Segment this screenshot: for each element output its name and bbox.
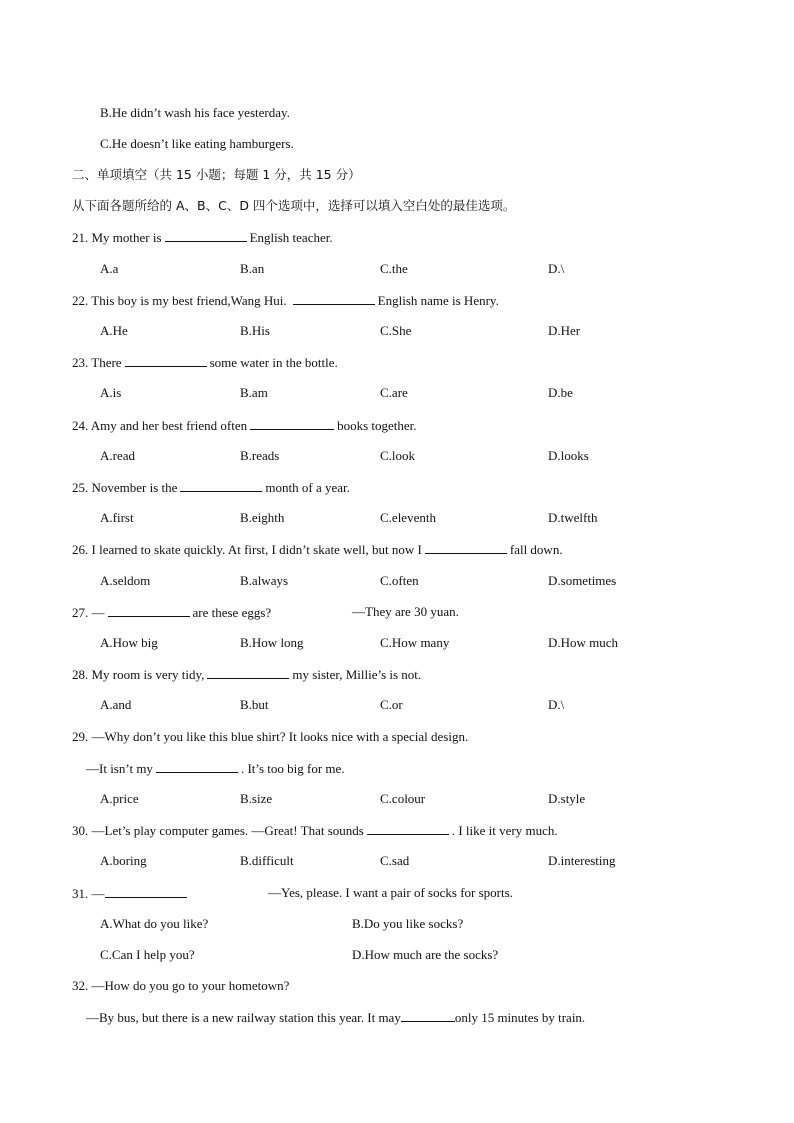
question-21: [72, 229, 333, 246]
option-b: B.but: [240, 697, 269, 712]
option-b: B.How long: [240, 635, 304, 650]
question-22: [72, 292, 499, 309]
question-21-stem-end: English teacher.: [249, 230, 333, 245]
option-a: A.What do you like?: [100, 916, 209, 931]
option-a: A.seldom: [100, 573, 151, 588]
question-32-reply-end: only 15 minutes by train.: [454, 1010, 586, 1025]
option-a: A.How big: [100, 635, 158, 650]
question-29-reply-start: —It isn’t my: [86, 761, 153, 776]
option-c: C.How many: [380, 635, 450, 650]
option-c: C.Can I help you?: [100, 947, 195, 962]
question-26-stem-end: fall down.: [509, 542, 563, 557]
option-c: C.She: [380, 323, 412, 338]
option-b: B.size: [240, 791, 273, 806]
answer-blank[interactable]: [207, 666, 289, 679]
option-b: B.eighth: [240, 510, 285, 525]
question-23-stem: 23. There: [72, 355, 122, 370]
question-25-stem: 25. November is the: [72, 480, 178, 495]
option-c: C.often: [380, 573, 419, 588]
question-27-stem-end: are these eggs?: [192, 605, 272, 620]
question-22-stem-end: English name is Henry.: [377, 293, 499, 308]
question-31-reply: —Yes, please. I want a pair of socks for sports.: [268, 885, 513, 900]
answer-blank[interactable]: [425, 541, 507, 554]
prev-option-b: B.He didn’t wash his face yesterday.: [100, 105, 290, 120]
question-29: 29. —Why don’t you like this blue shirt? It looks nice with a special design.: [72, 729, 469, 744]
option-a: A.and: [100, 697, 132, 712]
answer-blank[interactable]: [156, 760, 238, 773]
question-30: [72, 822, 558, 839]
option-c: C.are: [380, 385, 408, 400]
question-27-stem: 27. —: [72, 605, 105, 620]
option-b: B.His: [240, 323, 270, 338]
question-32: 32. —How do you go to your hometown?: [72, 978, 290, 993]
option-b: B.reads: [240, 448, 280, 463]
option-c: C.look: [380, 448, 416, 463]
question-24-stem-end: books together.: [337, 418, 417, 433]
question-27: [72, 604, 271, 621]
option-b: B.Do you like socks?: [352, 916, 464, 931]
section-instruction: 从下面各题所给的 A、B、C、D 四个选项中，选择可以填入空白处的最佳选项。: [72, 198, 516, 213]
option-c: C.eleventh: [380, 510, 436, 525]
answer-blank[interactable]: [105, 885, 187, 898]
answer-blank[interactable]: [125, 354, 207, 367]
section-title: 二、单项填空（共 15 小题；每题 1 分，共 15 分）: [72, 167, 361, 182]
question-26-stem: 26. I learned to skate quickly. At first, I didn’t skate well, but now I: [72, 542, 422, 557]
question-22-stem: 22. This boy is my best friend,Wang Hui.: [72, 293, 287, 308]
option-a: A.price: [100, 791, 139, 806]
question-23-stem-end: some water in the bottle.: [209, 355, 338, 370]
question-26: [72, 541, 563, 558]
option-d: D.\: [548, 261, 565, 276]
question-30-stem-end: . I like it very much.: [451, 823, 558, 838]
question-29-reply: [86, 760, 345, 777]
answer-blank[interactable]: [108, 604, 190, 617]
option-c: C.the: [380, 261, 408, 276]
question-25-stem-end: month of a year.: [265, 480, 350, 495]
option-a: A.first: [100, 510, 134, 525]
option-c: C.sad: [380, 853, 410, 868]
option-d: D.How much: [548, 635, 619, 650]
option-a: A.boring: [100, 853, 147, 868]
option-a: A.He: [100, 323, 128, 338]
option-c: C.colour: [380, 791, 426, 806]
question-28: [72, 666, 421, 683]
question-21-stem: 21. My mother is: [72, 230, 162, 245]
option-b: B.always: [240, 573, 289, 588]
option-d: D.looks: [548, 448, 589, 463]
option-c: C.or: [380, 697, 403, 712]
question-24-stem: 24. Amy and her best friend often: [72, 418, 248, 433]
answer-blank[interactable]: [293, 292, 375, 305]
option-d: D.twelfth: [548, 510, 598, 525]
option-d: D.sometimes: [548, 573, 617, 588]
option-d: D.Her: [548, 323, 581, 338]
question-28-stem-end: my sister, Millie’s is not.: [292, 667, 422, 682]
option-a: A.read: [100, 448, 136, 463]
question-30-stem: 30. —Let’s play computer games. —Great! That sounds: [72, 823, 364, 838]
question-32-reply: [86, 1009, 585, 1026]
option-d: D.be: [548, 385, 573, 400]
option-d: D.\: [548, 697, 565, 712]
answer-blank[interactable]: [180, 479, 262, 492]
question-25: [72, 479, 350, 496]
option-b: B.difficult: [240, 853, 294, 868]
option-a: A.is: [100, 385, 122, 400]
option-d: D.interesting: [548, 853, 616, 868]
question-31: [72, 885, 190, 902]
answer-blank[interactable]: [165, 229, 247, 242]
answer-blank[interactable]: [401, 1009, 455, 1022]
question-29-reply-end: . It’s too big for me.: [240, 761, 345, 776]
answer-blank[interactable]: [367, 822, 449, 835]
option-d: D.style: [548, 791, 586, 806]
question-28-stem: 28. My room is very tidy,: [72, 667, 205, 682]
option-d: D.How much are the socks?: [352, 947, 499, 962]
question-24: [72, 417, 417, 434]
prev-option-c: C.He doesn’t like eating hamburgers.: [100, 136, 294, 151]
option-b: B.an: [240, 261, 265, 276]
question-27-reply: —They are 30 yuan.: [352, 604, 459, 619]
option-b: B.am: [240, 385, 268, 400]
question-23: [72, 354, 338, 371]
question-31-stem: 31. —: [72, 886, 105, 901]
answer-blank[interactable]: [250, 417, 334, 430]
question-32-reply-start: —By bus, but there is a new railway station this year. It may: [86, 1010, 401, 1025]
option-a: A.a: [100, 261, 119, 276]
